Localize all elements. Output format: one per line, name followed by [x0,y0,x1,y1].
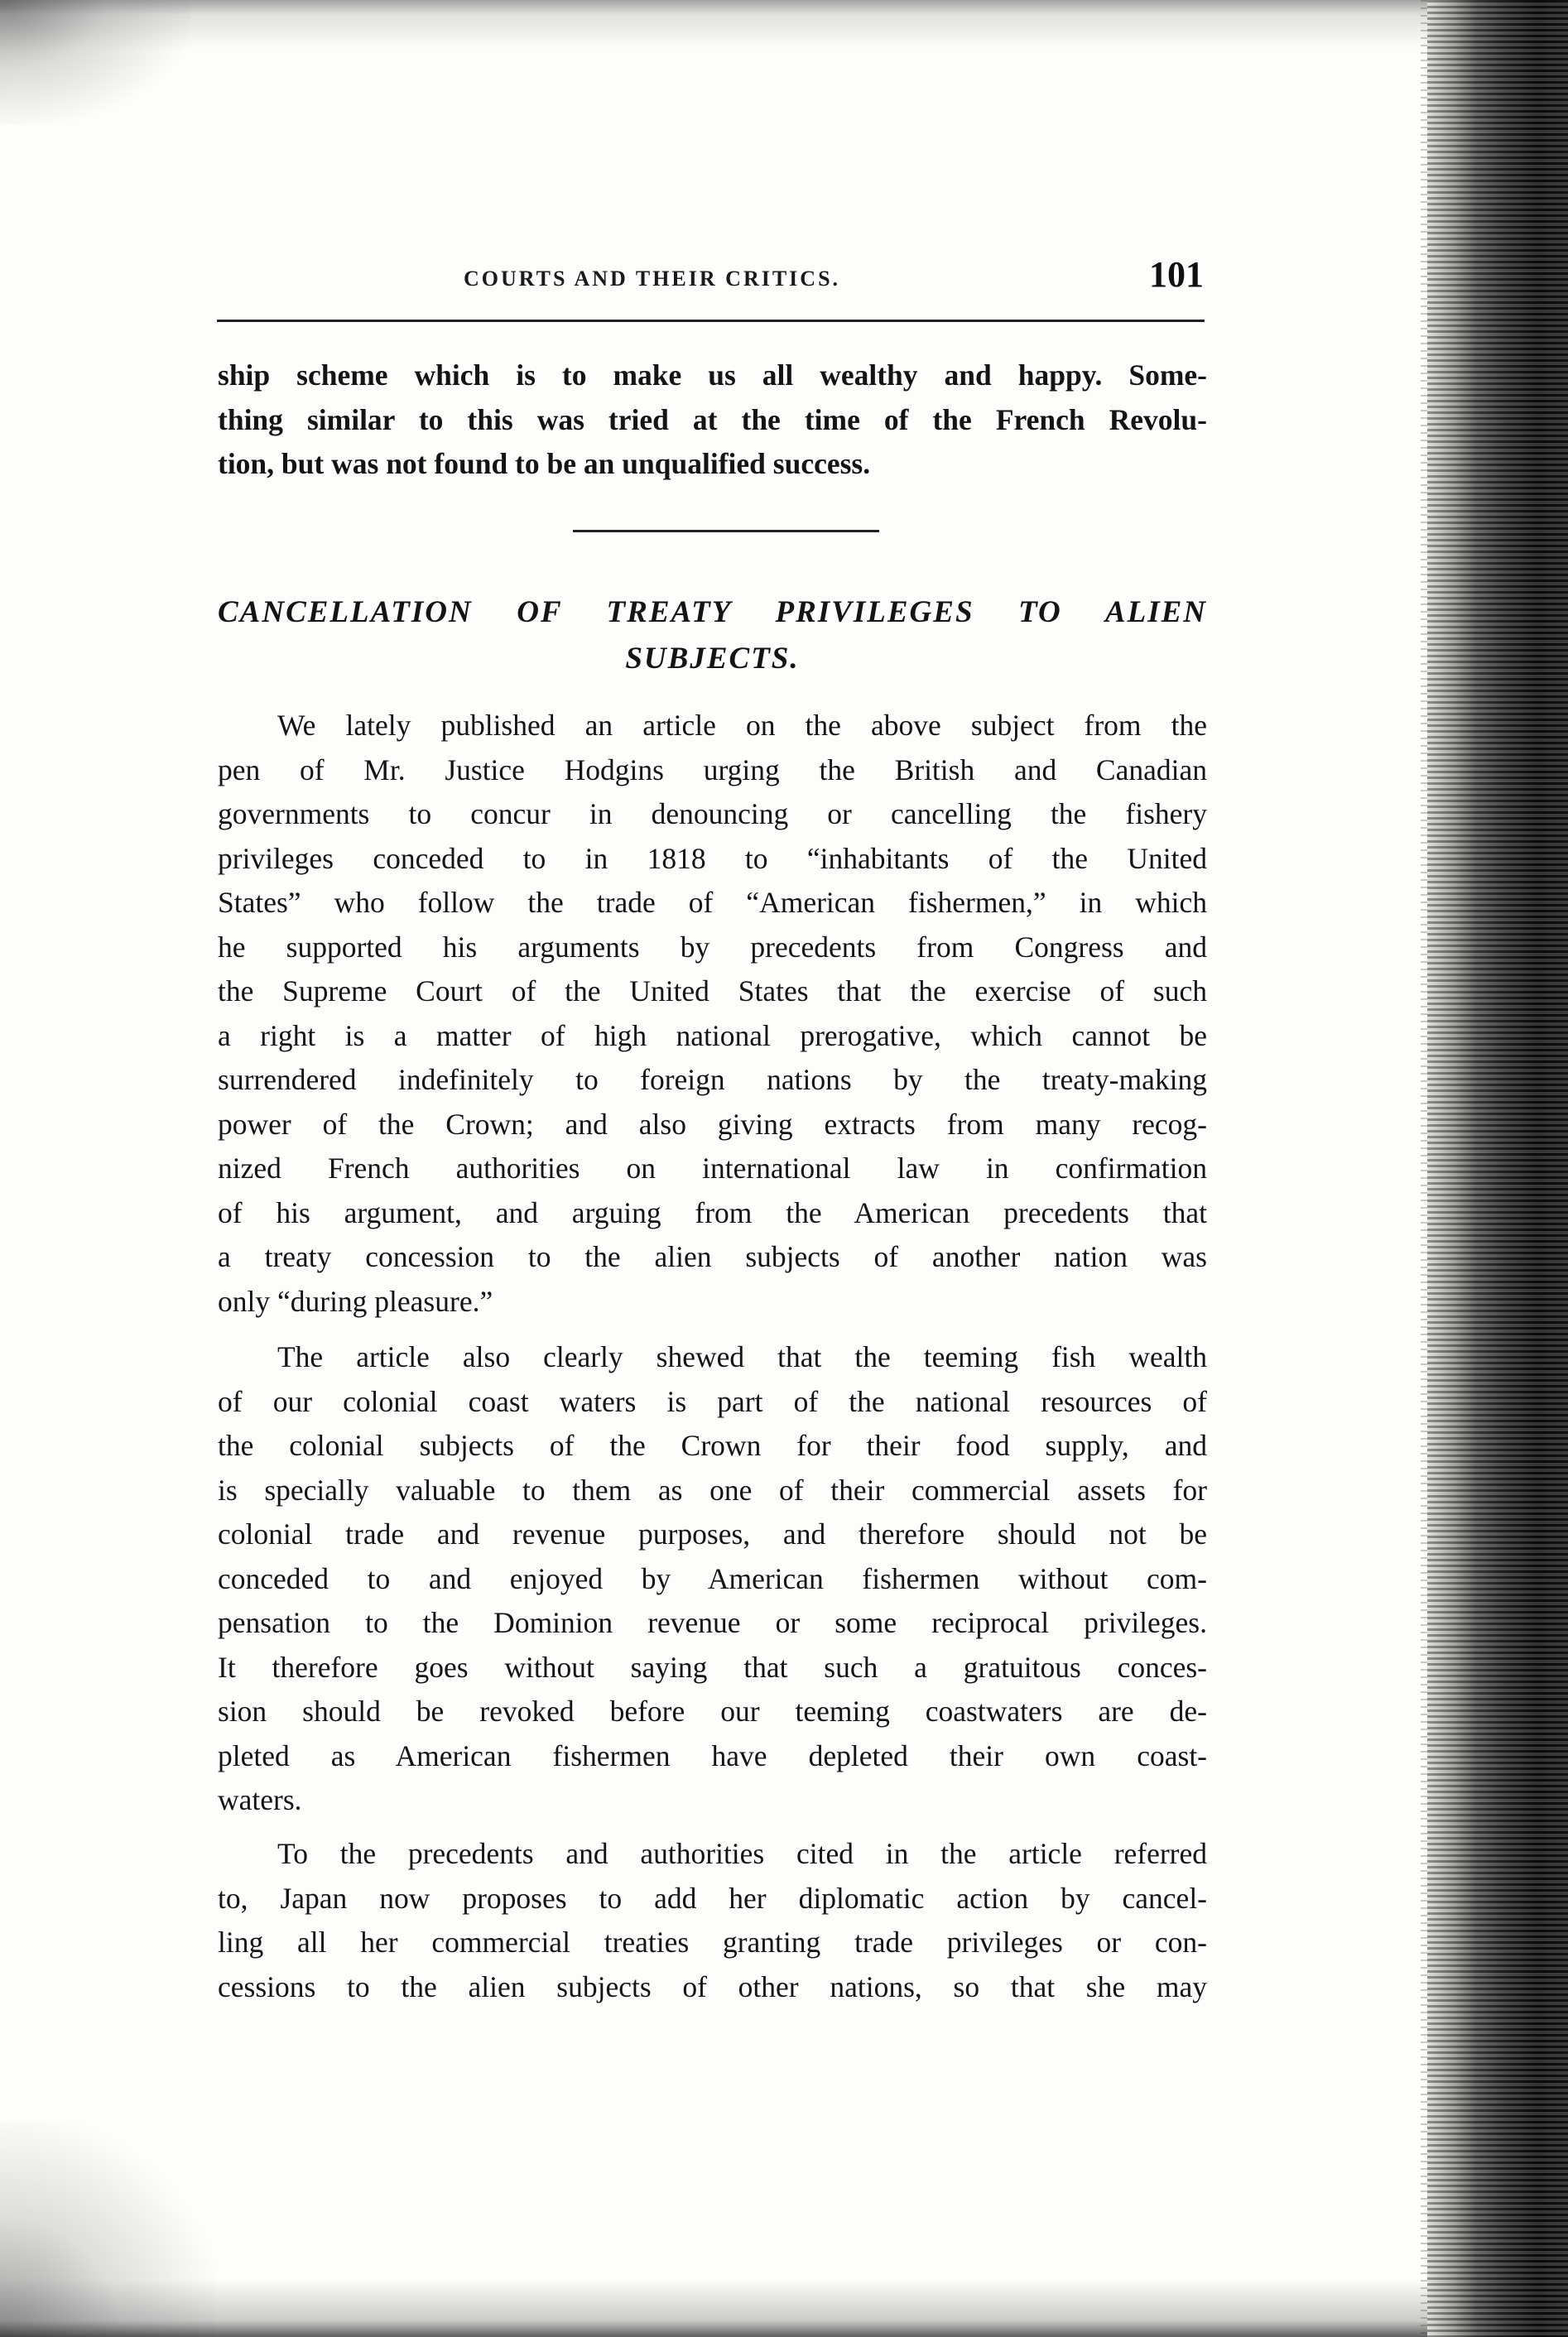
text-line: To the precedents and authorities cited in the article referred [277,1837,1207,1870]
text-line: of his argument, and arguing from the American precedents that [218,1195,1207,1229]
text-line: ship scheme which is to make us all wealthy and happy. Some- [218,358,1207,392]
text-line: We lately published an article on the above subject from the [277,709,1207,742]
text-line: only “during pleasure.” [218,1284,493,1318]
text-line: the Supreme Court of the United States that the exercise of such [218,974,1207,1007]
text-line: colonial trade and revenue purposes, and therefore should not be [218,1517,1207,1551]
text-line: surrendered indefinitely to foreign nations by the treaty-making [218,1063,1207,1096]
section-divider [573,530,879,532]
paragraph-3 [218,1832,1207,2009]
text-line: the colonial subjects of the Crown for their food supply, and [218,1429,1207,1462]
text-line: power of the Crown; and also giving extracts from many recog- [218,1107,1207,1141]
text-line: thing similar to this was tried at the time of the French Revolu- [218,402,1207,436]
text-line: of our colonial coast waters is part of the national resources of [218,1384,1207,1418]
text-line: tion, but was not found to be an unqualified success. [218,447,871,480]
text-line: ling all her commercial treaties granting trade privileges or con- [218,1926,1207,1959]
header-rule [217,320,1205,322]
section-title [218,589,1207,682]
paragraph-2 [218,1335,1207,1823]
scan-shadow-top-left [0,0,190,124]
text-line: pensation to the Dominion revenue or some reciprocal privileges. [218,1606,1207,1639]
section-title-line: SUBJECTS. [625,642,800,676]
book-binding-edge [1427,0,1568,2337]
text-line: cessions to the alien subjects of other nations, so that she may [218,1969,1207,2003]
text-line: waters. [218,1783,302,1816]
text-line: pleted as American fishermen have depleted their own coast- [218,1738,1207,1772]
text-line: sion should be revoked before our teeming coastwaters are de- [218,1695,1207,1728]
text-line: It therefore goes without saying that such a gratuitous conces- [218,1650,1207,1684]
scan-shadow-bottom [0,2279,1568,2337]
text-line: States” who follow the trade of “American fishermen,” in which [218,886,1207,919]
text-line: he supported his arguments by precedents from Congress and [218,930,1207,964]
text-line: conceded to and enjoyed by American fishermen without com- [218,1561,1207,1595]
intro-paragraph [218,353,1207,487]
text-line: governments to concur in denouncing or cancelling the fishery [218,797,1207,830]
text-line: a treaty concession to the alien subjects of another nation was [218,1240,1207,1273]
page-number: 101 [1149,254,1204,295]
paragraph-1 [218,704,1207,1324]
text-line: pen of Mr. Justice Hodgins urging the British and Canadian [218,753,1207,786]
section-title-line: CANCELLATION OF TREATY PRIVILEGES TO ALIEN [218,595,1207,629]
text-line: nized French authorities on international law in confirmation [218,1152,1207,1185]
text-line: is specially valuable to them as one of their commercial assets for [218,1473,1207,1507]
text-line: to, Japan now proposes to add her diplomatic action by cancel- [218,1881,1207,1915]
text-line: a right is a matter of high national prerogative, which cannot be [218,1018,1207,1052]
running-head: COURTS AND THEIR CRITICS. [464,267,841,291]
text-line: The article also clearly shewed that the teeming fish wealth [277,1340,1207,1373]
text-line: privileges conceded to in 1818 to “inhabitants of the United [218,841,1207,875]
scan-shadow-top [0,0,1568,50]
